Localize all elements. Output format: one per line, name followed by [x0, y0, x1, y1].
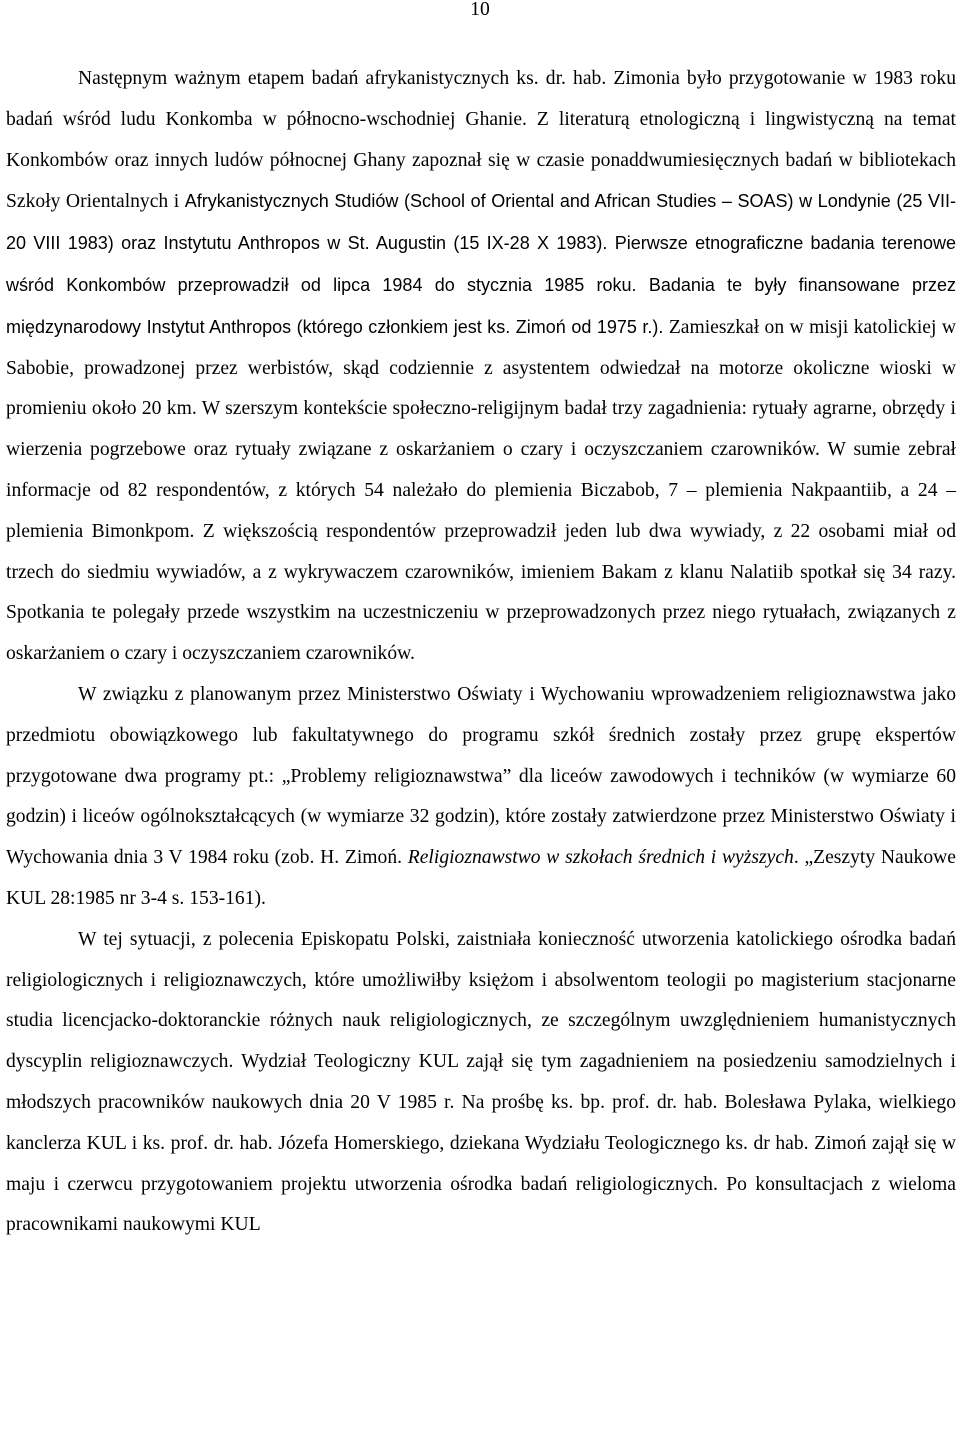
- paragraph-text-before-italic: W związku z planowanym przez Ministerstwo Oświaty i Wychowaniu wprowadzeniem religioznawstwa jako przedmiotu obowiązkowego lub fakultatywnego do programu szkół średnich zostały przez grupę ekspertów przygotowane dwa programy pt.: „Problemy religioznawstwa” dla liceów zawodowych i techników (w wymiarze 60 godzin) i liceów ogólnokształcących (w wymiarze 32 godzin), które zostały zatwierdzone przez Ministerstwo Oświaty i Wychowania dnia 3 V 1984 roku (zob. H. Zimoń.: [6, 683, 956, 869]
- paragraph-religious-studies-curriculum: [6, 675, 956, 920]
- paragraph-text-part-3: Zamieszkał on w misji katolickiej w Sabobie, prowadzonej przez werbistów, skąd codziennie z asystentem odwiedzał na motorze okoliczne wioski w promieniu około 20 km. W szerszym kontekście społeczno-religijnym badał trzy zagadnienia: rytuały agrarne, obrzędy i wierzenia pogrzebowe oraz rytuały związane z oskarżaniem o czary i oczyszczaniem czarowników. W sumie zebrał informacje od 82 respondentów, z których 54 należało do plemienia Biczabob, 7 – plemienia Nakpaantiib, a 24 – plemienia Bimonkpom. Z większością respondentów przeprowadził jeden lub dwa wywiady, z 22 osobami miał od trzech do siedmiu wywiadów, a z wykrywaczem czarowników, imieniem Bakam z klanu Nalatiib spotkał się 34 razy. Spotkania te polegały przede wszystkim na uczestniczeniu w przeprowadzonych przez niego rytuałach, związanych z oskarżaniem o czary i oczyszczaniem czarowników.: [6, 316, 956, 665]
- paragraph-text-after-italic: . „Zeszyty Naukowe KUL 28:1985 nr 3-4 s. 153-161).: [6, 847, 956, 909]
- paragraph-research-konkomba: [6, 59, 956, 675]
- publication-title: Religioznawstwo w szkołach średnich i wyższych: [407, 847, 794, 869]
- page-number: 10: [470, 0, 490, 20]
- paragraph-text-part-1: Następnym ważnym etapem badań afrykanistycznych ks. dr. hab. Zimonia było przygotowanie w 1983 roku badań wśród ludu Konkomba w północno-wschodniej Ghanie. Z literaturą etnologiczną i lingwistyczną na temat Konkombów oraz innych ludów północnej Ghany zapoznał się w czasie ponaddwumiesięcznych badań w bibliotekach Szkoły Orientalnych i: [6, 68, 956, 213]
- document-body: [6, 59, 956, 1246]
- paragraph-text-part-2: Afrykanistycznych Studiów (School of Oriental and African Studies – SOAS) w Londynie (25 VII-20 VIII 1983) oraz Instytutu Anthropos w St. Augustin (15 IX-28 X 1983). Pierwsze etnograficzne badania terenowe wśród Konkombów przeprowadził od lipca 1984 do stycznia 1985 roku. Badania te były finansowane przez międzynarodowy Instytut Anthropos (którego członkiem jest ks. Zimoń od 1975 r.).: [6, 191, 956, 337]
- paragraph-kul-research-center: W tej sytuacji, z polecenia Episkopatu Polski, zaistniała konieczność utworzenia katolickiego ośrodka badań religiologicznych i religioznawczych, które umożliwiłby księżom i absolwentom teologii po magisterium stacjonarne studia licencjacko-doktoranckie różnych nauk religiologicznych, ze szczególnym uwzględnieniem humanistycznych dyscyplin religioznawczych. Wydział Teologiczny KUL zajął się tym zagadnieniem na posiedzeniu samodzielnych i młodszych pracowników naukowych dnia 20 V 1985 r. Na prośbę ks. bp. prof. dr. hab. Bolesława Pylaka, wielkiego kanclerza KUL i ks. prof. dr. hab. Józefa Homerskiego, dziekana Wydziału Teologicznego ks. dr hab. Zimoń zajął się w maju i czerwcu przygotowaniem projektu utworzenia ośrodka badań religiologicznych. Po konsultacjach z wieloma pracownikami naukowymi KUL: [6, 928, 956, 1236]
